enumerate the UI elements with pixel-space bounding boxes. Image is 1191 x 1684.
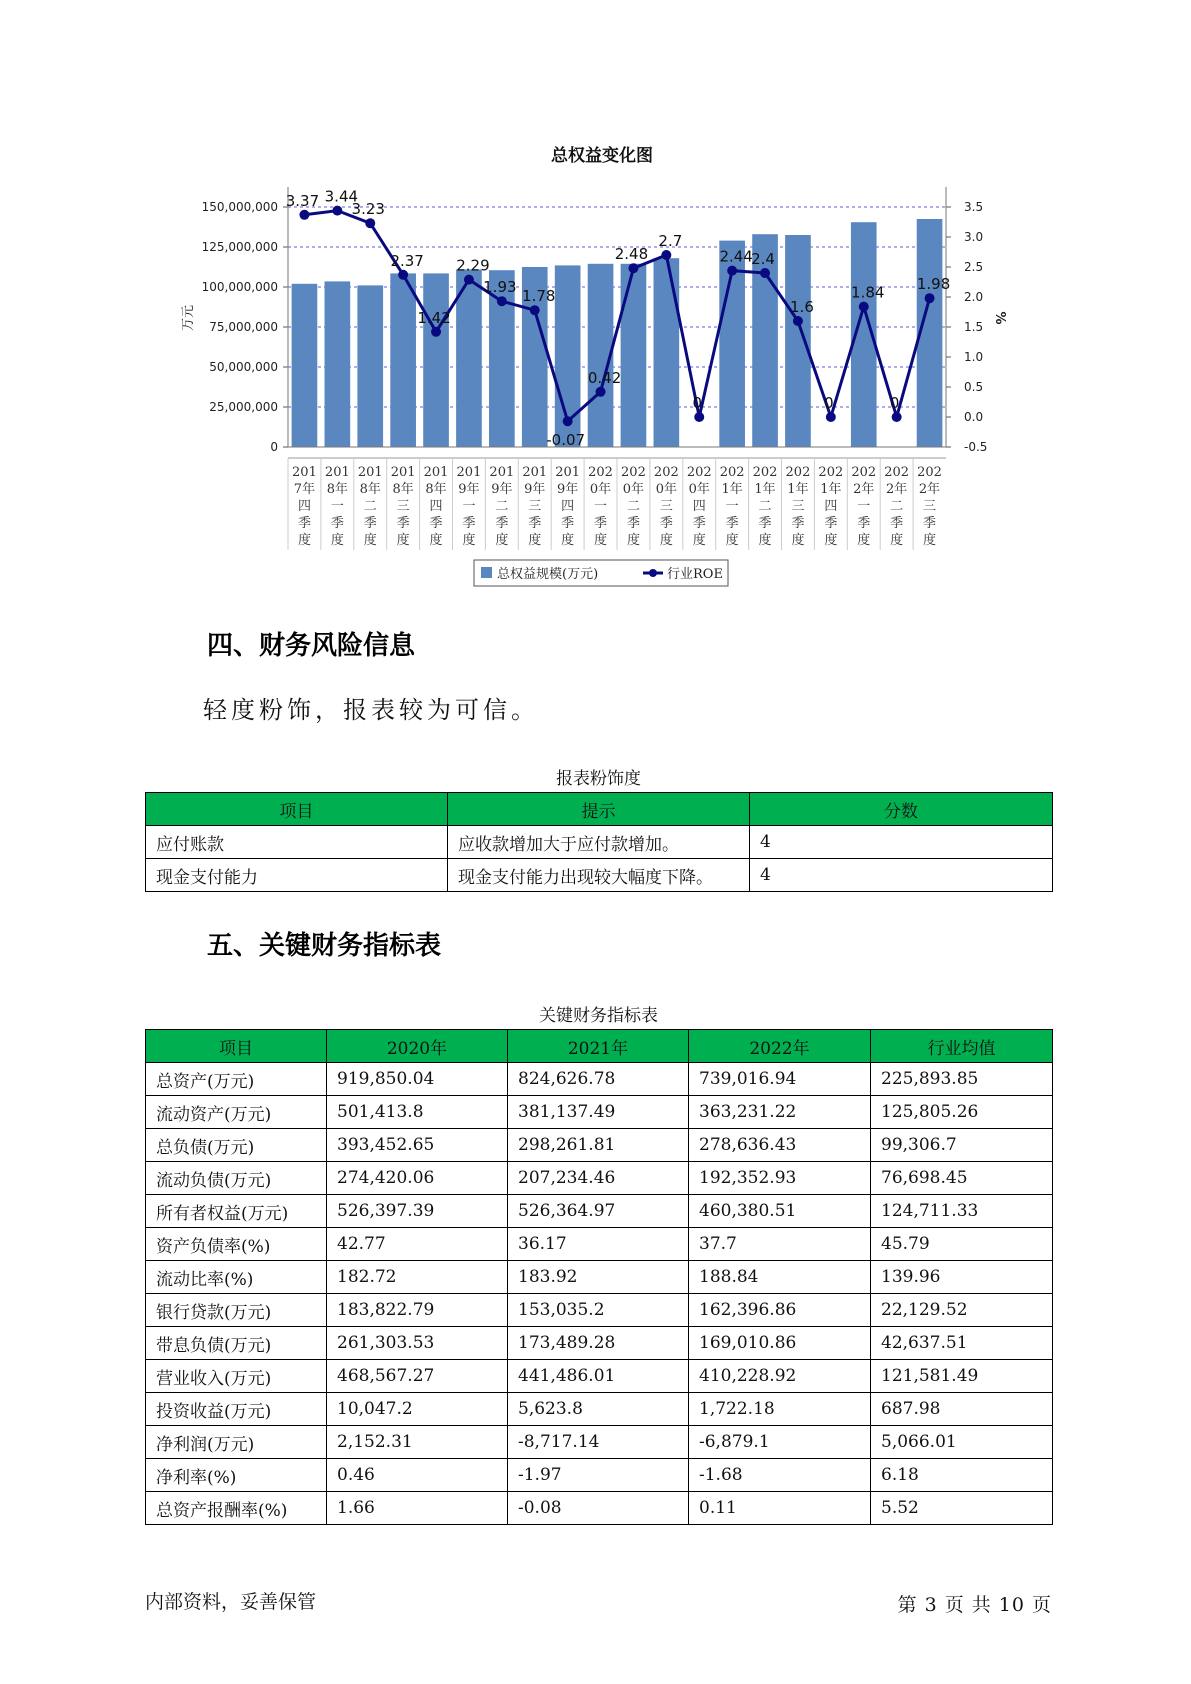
- chart-bar: [423, 273, 449, 447]
- chart-category-label: 季: [791, 516, 805, 531]
- chart-roe-point: [332, 206, 342, 216]
- metrics-table: [145, 1029, 1053, 1525]
- section5-heading: 五、关键财务指标表: [207, 931, 442, 961]
- metrics-table-cell: 5,623.8: [508, 1393, 689, 1426]
- chart-category-label: 二: [495, 499, 509, 514]
- chart-roe-point: [299, 210, 309, 220]
- section4-text: 轻度粉饰，报表较为可信。: [203, 696, 539, 724]
- risk-table-cell: 4: [750, 826, 1053, 859]
- metrics-table-cell: 总负债(万元): [146, 1129, 327, 1162]
- chart-category-label: 0年: [655, 482, 677, 497]
- chart-category-label: 三: [659, 499, 673, 514]
- metrics-table-cell: 182.72: [327, 1261, 508, 1294]
- chart-category-label: 9年: [524, 482, 546, 497]
- chart-category-label: 季: [824, 516, 838, 531]
- chart-category-label: 四: [824, 499, 838, 514]
- metrics-table-row: [146, 1096, 1053, 1129]
- metrics-table-cell: 121,581.49: [871, 1360, 1053, 1393]
- chart-roe-point: [892, 412, 902, 422]
- chart-roe-data-label: 0.42: [587, 368, 622, 387]
- metrics-table-cell: 净利率(%): [146, 1459, 327, 1492]
- metrics-table-cell: 净利润(万元): [146, 1426, 327, 1459]
- chart-bar: [390, 273, 416, 447]
- metrics-table-cell: 192,352.93: [689, 1162, 871, 1195]
- metrics-table-caption: 关键财务指标表: [539, 1006, 658, 1026]
- chart-bar: [785, 235, 811, 447]
- chart-roe-data-label: 1.42: [417, 308, 451, 327]
- chart-category-label: 202: [621, 465, 646, 480]
- metrics-table-cell: 5,066.01: [871, 1426, 1053, 1459]
- metrics-table-row: [146, 1492, 1053, 1525]
- chart-category-label: 一: [594, 499, 608, 514]
- metrics-table-cell: 274,420.06: [327, 1162, 508, 1195]
- chart-category-label: 度: [528, 533, 542, 548]
- chart-category-label: 201: [522, 465, 548, 480]
- metrics-table-cell: 739,016.94: [689, 1063, 871, 1096]
- metrics-table-cell: 37.7: [689, 1228, 871, 1261]
- chart-category-label: 一: [857, 499, 871, 514]
- chart-category-label: 度: [429, 533, 443, 548]
- chart-roe-point: [628, 263, 638, 273]
- chart-category-label: 季: [330, 516, 344, 531]
- metrics-table-cell: 45.79: [871, 1228, 1053, 1261]
- footer-page-number: 第 3 页 共 10 页: [897, 1594, 1052, 1616]
- chart-right-tick-label: 1.5: [964, 320, 984, 334]
- metrics-table-cell: 营业收入(万元): [146, 1360, 327, 1393]
- metrics-table-cell: 393,452.65: [327, 1129, 508, 1162]
- chart-category-label: 2年: [886, 482, 908, 497]
- chart-right-tick-label: 0.5: [964, 380, 984, 394]
- metrics-table-cell: 501,413.8: [327, 1096, 508, 1129]
- chart-category-label: 度: [758, 533, 772, 548]
- chart-roe-data-label: 1.84: [851, 283, 885, 302]
- chart-y-axis-label: 万元: [181, 304, 196, 332]
- chart-roe-data-label: 3.23: [351, 200, 385, 219]
- metrics-table-cell: 76,698.45: [871, 1162, 1053, 1195]
- chart-roe-point: [431, 327, 441, 337]
- chart-left-tick-label: 75,000,000: [209, 320, 278, 334]
- section4-heading: 四、财务风险信息: [207, 631, 416, 661]
- chart-roe-data-label: 2.7: [658, 232, 683, 250]
- chart-roe-point: [694, 412, 704, 422]
- chart-legend-bar-label: 总权益规模(万元): [497, 567, 599, 582]
- metrics-table-cell: 42.77: [327, 1228, 508, 1261]
- chart-category-label: 季: [758, 516, 772, 531]
- metrics-table-row: [146, 1261, 1053, 1294]
- chart-roe-data-label: 1.98: [916, 275, 951, 294]
- chart-category-label: 一: [330, 499, 344, 514]
- chart-category-label: 0年: [589, 482, 612, 497]
- chart-category-label: 二: [363, 499, 377, 514]
- chart-category-label: 201: [292, 465, 317, 480]
- chart-category-label: 度: [594, 533, 608, 548]
- chart-bar: [621, 264, 647, 447]
- chart-category-label: 二: [626, 499, 640, 514]
- metrics-table-cell: 153,035.2: [508, 1294, 689, 1327]
- chart-roe-point: [793, 316, 803, 326]
- metrics-table-cell: 526,364.97: [508, 1195, 689, 1228]
- chart-category-label: 8年: [425, 482, 447, 497]
- chart-category-label: 1年: [787, 482, 809, 497]
- chart-category-label: 四: [692, 499, 706, 514]
- chart-category-label: 四: [561, 499, 575, 514]
- risk-table-header-row: [146, 793, 1053, 826]
- risk-table: [145, 792, 1053, 892]
- chart-right-tick-label: -0.5: [964, 440, 988, 454]
- chart-category-label: 四: [297, 499, 311, 514]
- metrics-table-cell: -6,879.1: [689, 1426, 871, 1459]
- chart-roe-point: [365, 218, 375, 228]
- chart-legend-bar-swatch: [481, 567, 492, 578]
- chart-category-label: 202: [588, 465, 613, 480]
- chart-category-label: 季: [462, 516, 476, 531]
- chart-category-label: 9年: [491, 482, 513, 497]
- metrics-table-cell: -1.68: [689, 1459, 871, 1492]
- chart-roe-data-label: 2.29: [456, 256, 490, 275]
- chart-category-label: 度: [495, 533, 509, 548]
- metrics-table-cell: 125,805.26: [871, 1096, 1053, 1129]
- chart-right-tick-label: 2.5: [964, 260, 984, 274]
- chart-category-label: 季: [429, 516, 443, 531]
- chart-category-label: 度: [626, 533, 640, 548]
- metrics-table-cell: 381,137.49: [508, 1096, 689, 1129]
- chart-legend-line-marker: [649, 569, 657, 577]
- chart-roe-data-label: 0: [692, 394, 703, 412]
- metrics-table-cell: 流动负债(万元): [146, 1162, 327, 1195]
- chart-category-label: 度: [297, 533, 311, 548]
- chart-category-label: 四: [429, 499, 443, 514]
- chart-category-label: 202: [785, 465, 811, 480]
- chart-bar: [357, 285, 383, 447]
- chart-category-label: 度: [725, 533, 739, 548]
- metrics-table-cell: 总资产(万元): [146, 1063, 327, 1096]
- chart-roe-point: [925, 293, 935, 303]
- chart-category-label: 201: [390, 465, 416, 480]
- metrics-table-cell: 207,234.46: [508, 1162, 689, 1195]
- chart-roe-data-label: 3.37: [285, 191, 320, 210]
- chart-category-label: 季: [692, 516, 706, 531]
- chart-category-label: 202: [653, 465, 679, 480]
- risk-table-row: [146, 859, 1053, 892]
- chart-right-tick-label: 1.0: [964, 350, 984, 364]
- metrics-table-header-cell: 2020年: [327, 1030, 508, 1063]
- risk-table-cell: 4: [750, 859, 1053, 892]
- chart-category-label: 季: [725, 516, 739, 531]
- chart-category-label: 度: [890, 533, 904, 548]
- chart-roe-point: [760, 268, 770, 278]
- chart-category-label: 三: [396, 499, 410, 514]
- chart-category-label: 一: [725, 499, 739, 514]
- chart-category-label: 二: [890, 499, 904, 514]
- risk-table-header-cell: 项目: [146, 793, 448, 826]
- equity-chart-svg: [0, 0, 1191, 600]
- metrics-table-cell: 298,261.81: [508, 1129, 689, 1162]
- chart-roe-data-label: 0: [824, 394, 834, 412]
- chart-category-label: 季: [495, 516, 509, 531]
- chart-category-label: 202: [818, 465, 844, 480]
- metrics-table-header-row: [146, 1030, 1053, 1063]
- chart-right-tick-label: 2.0: [964, 290, 984, 304]
- chart-category-label: 201: [489, 465, 515, 480]
- chart-category-label: 季: [594, 516, 608, 531]
- metrics-table-cell: 460,380.51: [689, 1195, 871, 1228]
- chart-category-label: 201: [423, 465, 449, 480]
- chart-category-label: 8年: [326, 482, 348, 497]
- chart-category-label: 度: [330, 533, 344, 548]
- chart-left-tick-label: 50,000,000: [209, 360, 278, 374]
- chart-left-tick-label: 150,000,000: [201, 200, 278, 214]
- metrics-table-cell: 468,567.27: [327, 1360, 508, 1393]
- metrics-table-cell: 225,893.85: [871, 1063, 1053, 1096]
- chart-category-label: 度: [659, 533, 673, 548]
- chart-roe-data-label: -0.07: [546, 431, 586, 450]
- metrics-table-cell: 资产负债率(%): [146, 1228, 327, 1261]
- chart-roe-point: [727, 266, 737, 276]
- footer-confidential: 内部资料，妥善保管: [145, 1591, 317, 1613]
- chart-category-label: 季: [923, 516, 937, 531]
- chart-left-tick-label: 125,000,000: [201, 240, 278, 254]
- chart-bar: [654, 258, 680, 447]
- metrics-table-cell: -8,717.14: [508, 1426, 689, 1459]
- metrics-table-cell: 919,850.04: [327, 1063, 508, 1096]
- metrics-table-cell: -0.08: [508, 1492, 689, 1525]
- chart-roe-data-label: 1.93: [483, 278, 517, 297]
- risk-table-cell: 应收款增加大于应付款增加。: [448, 826, 750, 859]
- chart-category-label: 度: [923, 533, 937, 548]
- chart-category-label: 季: [659, 516, 673, 531]
- metrics-table-header-cell: 行业均值: [871, 1030, 1053, 1063]
- chart-category-label: 度: [824, 533, 838, 548]
- metrics-table-cell: 824,626.78: [508, 1063, 689, 1096]
- metrics-table-cell: 278,636.43: [689, 1129, 871, 1162]
- metrics-table-cell: 2,152.31: [327, 1426, 508, 1459]
- chart-title: 总权益变化图: [551, 146, 653, 166]
- chart-category-label: 度: [561, 533, 575, 548]
- chart-category-label: 度: [396, 533, 410, 548]
- chart-category-label: 2年: [853, 482, 875, 497]
- metrics-table-cell: 183,822.79: [327, 1294, 508, 1327]
- metrics-table-row: [146, 1063, 1053, 1096]
- metrics-table-cell: 总资产报酬率(%): [146, 1492, 327, 1525]
- metrics-table-cell: -1.97: [508, 1459, 689, 1492]
- chart-roe-point: [398, 270, 408, 280]
- chart-category-label: 度: [363, 533, 377, 548]
- risk-table-row: [146, 826, 1053, 859]
- metrics-table-cell: 流动资产(万元): [146, 1096, 327, 1129]
- chart-bar: [325, 281, 351, 447]
- metrics-table-cell: 124,711.33: [871, 1195, 1053, 1228]
- chart-category-label: 季: [528, 516, 542, 531]
- chart-category-label: 202: [686, 465, 712, 480]
- metrics-table-cell: 36.17: [508, 1228, 689, 1261]
- metrics-table-row: [146, 1327, 1053, 1360]
- chart-roe-point: [859, 302, 869, 312]
- metrics-table-row: [146, 1459, 1053, 1492]
- chart-category-label: 1年: [721, 482, 743, 497]
- metrics-table-cell: 139.96: [871, 1261, 1053, 1294]
- metrics-table-header-cell: 2022年: [689, 1030, 871, 1063]
- chart-roe-point: [530, 305, 540, 315]
- risk-table-cell: 应付账款: [146, 826, 448, 859]
- chart-roe-data-label: 2.37: [390, 251, 424, 270]
- chart-roe-data-label: 1.6: [790, 298, 814, 316]
- chart-roe-point: [596, 387, 606, 397]
- risk-table-cell: 现金支付能力出现较大幅度下降。: [448, 859, 750, 892]
- chart-category-label: 度: [857, 533, 871, 548]
- chart-roe-data-label: 3.44: [324, 187, 359, 206]
- metrics-table-cell: 687.98: [871, 1393, 1053, 1426]
- chart-legend-line-label: 行业ROE: [667, 567, 723, 582]
- metrics-table-cell: 带息负债(万元): [146, 1327, 327, 1360]
- metrics-table-row: [146, 1294, 1053, 1327]
- metrics-table-cell: 投资收益(万元): [146, 1393, 327, 1426]
- chart-category-label: 季: [626, 516, 640, 531]
- metrics-table-cell: 1.66: [327, 1492, 508, 1525]
- chart-category-label: 季: [890, 516, 904, 531]
- chart-y2-axis-label: %: [992, 311, 1007, 325]
- risk-table-header-cell: 分数: [750, 793, 1053, 826]
- chart-category-label: 季: [363, 516, 377, 531]
- chart-category-label: 一: [462, 499, 476, 514]
- chart-roe-point: [661, 250, 671, 260]
- chart-category-label: 2年: [918, 482, 941, 497]
- chart-right-tick-label: 3.5: [964, 200, 984, 214]
- chart-category-label: 二: [758, 499, 772, 514]
- metrics-table-cell: 22,129.52: [871, 1294, 1053, 1327]
- chart-category-label: 8年: [392, 482, 414, 497]
- chart-roe-point: [464, 275, 474, 285]
- metrics-table-cell: 0.46: [327, 1459, 508, 1492]
- chart-category-label: 8年: [359, 482, 381, 497]
- metrics-table-cell: 441,486.01: [508, 1360, 689, 1393]
- chart-category-label: 季: [297, 516, 311, 531]
- chart-category-label: 202: [884, 465, 910, 480]
- chart-category-label: 0年: [622, 482, 645, 497]
- chart-roe-data-label: 2.48: [614, 245, 649, 264]
- metrics-table-cell: 1,722.18: [689, 1393, 871, 1426]
- metrics-table-row: [146, 1360, 1053, 1393]
- metrics-table-row: [146, 1129, 1053, 1162]
- metrics-table-cell: 所有者权益(万元): [146, 1195, 327, 1228]
- chart-category-label: 0年: [688, 482, 710, 497]
- chart-left-tick-label: 100,000,000: [201, 280, 278, 294]
- chart-roe-point: [826, 412, 836, 422]
- chart-category-label: 202: [752, 465, 778, 480]
- chart-roe-point: [563, 416, 573, 426]
- chart-bar: [292, 284, 318, 447]
- chart-right-tick-label: 0.0: [964, 410, 984, 424]
- chart-left-tick-label: 25,000,000: [209, 400, 278, 414]
- metrics-table-cell: 173,489.28: [508, 1327, 689, 1360]
- chart-category-label: 7年: [293, 482, 316, 497]
- chart-category-label: 201: [324, 465, 350, 480]
- chart-roe-data-label: 2.44: [719, 247, 753, 266]
- metrics-table-cell: 363,231.22: [689, 1096, 871, 1129]
- equity-chart: [0, 0, 1191, 600]
- metrics-table-row: [146, 1195, 1053, 1228]
- chart-category-label: 度: [791, 533, 805, 548]
- metrics-table-cell: 261,303.53: [327, 1327, 508, 1360]
- chart-category-label: 9年: [557, 482, 579, 497]
- chart-roe-data-label: 1.78: [522, 287, 556, 306]
- metrics-table-header-cell: 项目: [146, 1030, 327, 1063]
- metrics-table-cell: 流动比率(%): [146, 1261, 327, 1294]
- metrics-table-cell: 169,010.86: [689, 1327, 871, 1360]
- chart-left-tick-label: 0: [270, 440, 278, 454]
- metrics-table-cell: 526,397.39: [327, 1195, 508, 1228]
- metrics-table-header-cell: 2021年: [508, 1030, 689, 1063]
- chart-roe-data-label: 0: [889, 394, 900, 412]
- metrics-table-cell: 0.11: [689, 1492, 871, 1525]
- chart-category-label: 季: [396, 516, 410, 531]
- chart-category-label: 1年: [754, 482, 776, 497]
- risk-table-caption: 报表粉饰度: [556, 769, 641, 789]
- chart-category-label: 度: [462, 533, 476, 548]
- metrics-table-cell: 99,306.7: [871, 1129, 1053, 1162]
- risk-table-header-cell: 提示: [448, 793, 750, 826]
- chart-category-label: 201: [357, 465, 383, 480]
- chart-category-label: 202: [851, 465, 877, 480]
- chart-category-label: 三: [791, 499, 805, 514]
- metrics-table-cell: 10,047.2: [327, 1393, 508, 1426]
- metrics-table-row: [146, 1228, 1053, 1261]
- metrics-table-cell: 183.92: [508, 1261, 689, 1294]
- metrics-table-cell: 188.84: [689, 1261, 871, 1294]
- chart-category-label: 三: [923, 499, 937, 514]
- chart-category-label: 季: [857, 516, 871, 531]
- chart-category-label: 季: [561, 516, 575, 531]
- metrics-table-cell: 162,396.86: [689, 1294, 871, 1327]
- chart-category-label: 202: [719, 465, 745, 480]
- metrics-table-row: [146, 1426, 1053, 1459]
- metrics-table-cell: 410,228.92: [689, 1360, 871, 1393]
- chart-roe-point: [497, 296, 507, 306]
- chart-category-label: 度: [692, 533, 706, 548]
- metrics-table-cell: 5.52: [871, 1492, 1053, 1525]
- metrics-table-cell: 42,637.51: [871, 1327, 1053, 1360]
- chart-category-label: 201: [555, 465, 581, 480]
- chart-right-tick-label: 3.0: [964, 230, 984, 244]
- chart-category-label: 9年: [458, 482, 480, 497]
- chart-category-label: 202: [917, 465, 942, 480]
- metrics-table-row: [146, 1393, 1053, 1426]
- risk-table-cell: 现金支付能力: [146, 859, 448, 892]
- chart-category-label: 201: [456, 465, 482, 480]
- chart-roe-data-label: 2.4: [751, 250, 775, 268]
- chart-category-label: 1年: [820, 482, 842, 497]
- metrics-table-cell: 银行贷款(万元): [146, 1294, 327, 1327]
- chart-category-label: 三: [528, 499, 542, 514]
- metrics-table-cell: 6.18: [871, 1459, 1053, 1492]
- metrics-table-row: [146, 1162, 1053, 1195]
